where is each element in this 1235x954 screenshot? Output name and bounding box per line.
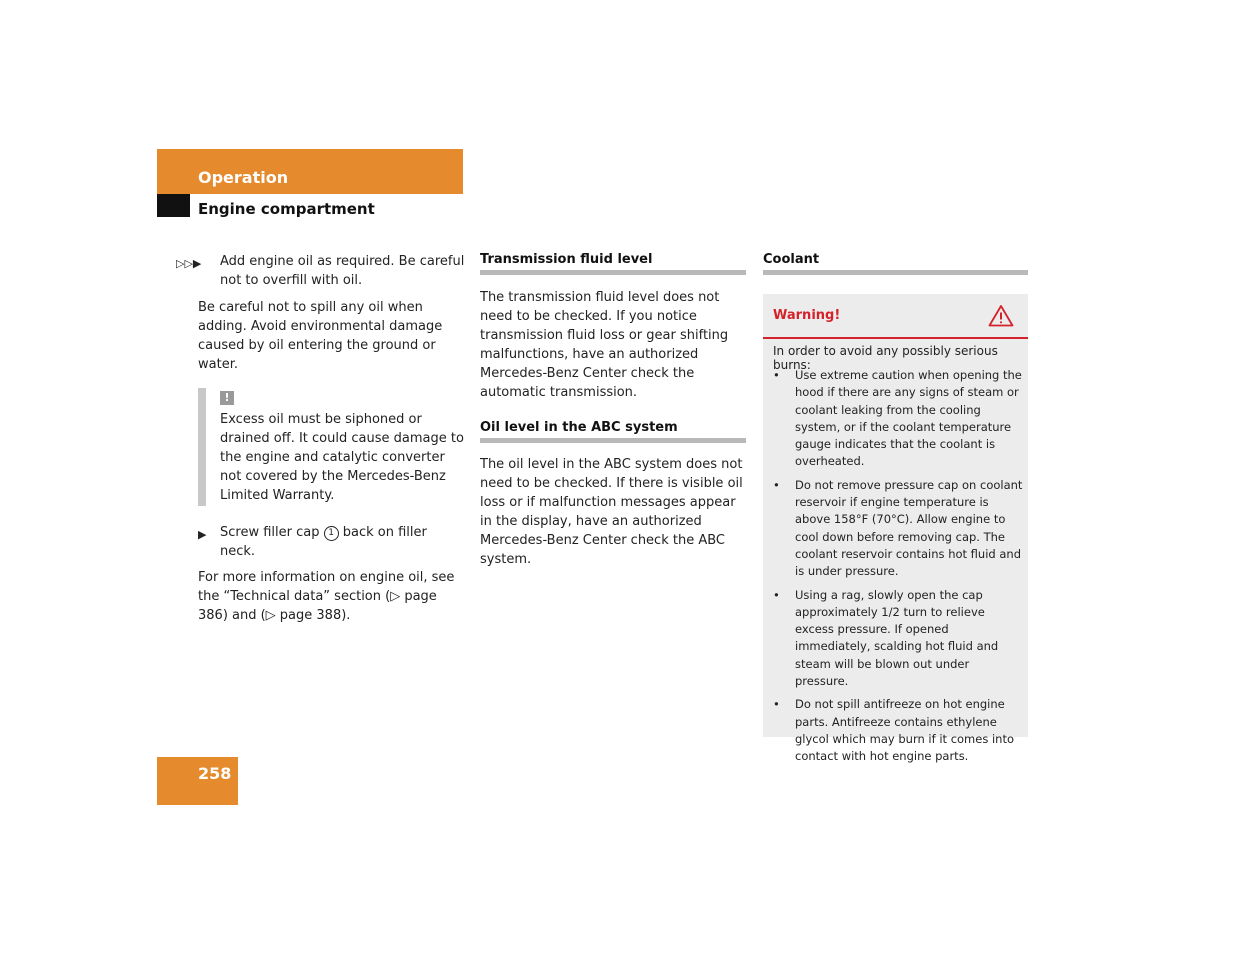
warning-triangle-icon (988, 304, 1014, 331)
step-add-oil (176, 252, 466, 290)
section-title: Operation (198, 168, 289, 187)
column-middle (480, 252, 746, 569)
spill-paragraph: Be careful not to spill any oil when adding. Avoid environmental damage caused by oil entering the ground or water. (198, 300, 443, 372)
callout-number: 1 (324, 526, 339, 541)
list-item: • Using a rag, slowly open the cap approximately 1/2 turn to relieve excess pressure. If opened immediately, scalding hot fluid and steam will be blown out under pressure. (773, 587, 1023, 691)
warning-header (763, 294, 1028, 339)
bullet: • (773, 697, 780, 712)
heading-coolant: Coolant (763, 252, 1028, 275)
bullet: • (773, 587, 780, 602)
step-arrow-icon: ▶ (198, 528, 207, 541)
more-info-paragraph: For more information on engine oil, see the “Technical data” section (▷ page 386) and (▷ page 388). (198, 570, 455, 623)
warning-box (763, 294, 1028, 764)
bullet: • (773, 368, 780, 382)
warning-intro: In order to avoid any possibly serious burns: (773, 344, 998, 372)
abc-oil-text: The oil level in the ABC system does not need to be checked. If there is visible oil loss or if malfunction messages appear in the display, have an authorized Mercedes-Benz Center check the ABC system. (480, 457, 743, 567)
step-screw-cap (176, 523, 466, 561)
continued-arrow-icon: ▷▷▶ (176, 257, 202, 270)
list-item: • Use extreme caution when opening the hood if there are any signs of steam or coolant leaking from the cooling system, or if the coolant temperature gauge indicates that the coolant is overheated. (773, 367, 1023, 471)
bullet: • (773, 477, 780, 492)
note-text: Excess oil must be siphoned or drained off. It could cause damage to the engine and catalytic converter not covered by the Mercedes-Benz Limited Warranty. (220, 412, 464, 503)
heading-abc-oil: Oil level in the ABC system (480, 420, 746, 443)
note-box (198, 388, 466, 506)
step-add-oil-text: Add engine oil as required. Be careful not to overfill with oil. (220, 254, 465, 288)
step-screw-cap-text: Screw filler cap 1 back on filler neck. (220, 525, 427, 559)
transmission-fluid-text: The transmission fluid level does not need to be checked. If you notice transmission fluid loss or gear shifting malfunctions, have an authorized Mercedes-Benz Center check the automatic transmission. (480, 290, 729, 400)
column-right (763, 252, 1028, 275)
subsection-marker (157, 194, 190, 217)
heading-transmission-fluid: Transmission fluid level (480, 252, 746, 275)
page-number: 258 (198, 764, 232, 783)
warning-list (773, 367, 1023, 772)
list-item: • Do not remove pressure cap on coolant reservoir if engine temperature is above 158°F (70°C). Allow engine to cool down before removing cap. The coolant reservoir contains hot fluid and is under pressure. (773, 477, 1023, 581)
subsection-title: Engine compartment (198, 200, 375, 218)
list-item: • Do not spill antifreeze on hot engine parts. Antifreeze contains ethylene glycol which may burn if it comes into contact with hot engine parts. (773, 696, 1023, 765)
column-left (176, 252, 466, 625)
exclamation-icon: ! (220, 391, 234, 405)
warning-label: Warning! (773, 308, 841, 323)
